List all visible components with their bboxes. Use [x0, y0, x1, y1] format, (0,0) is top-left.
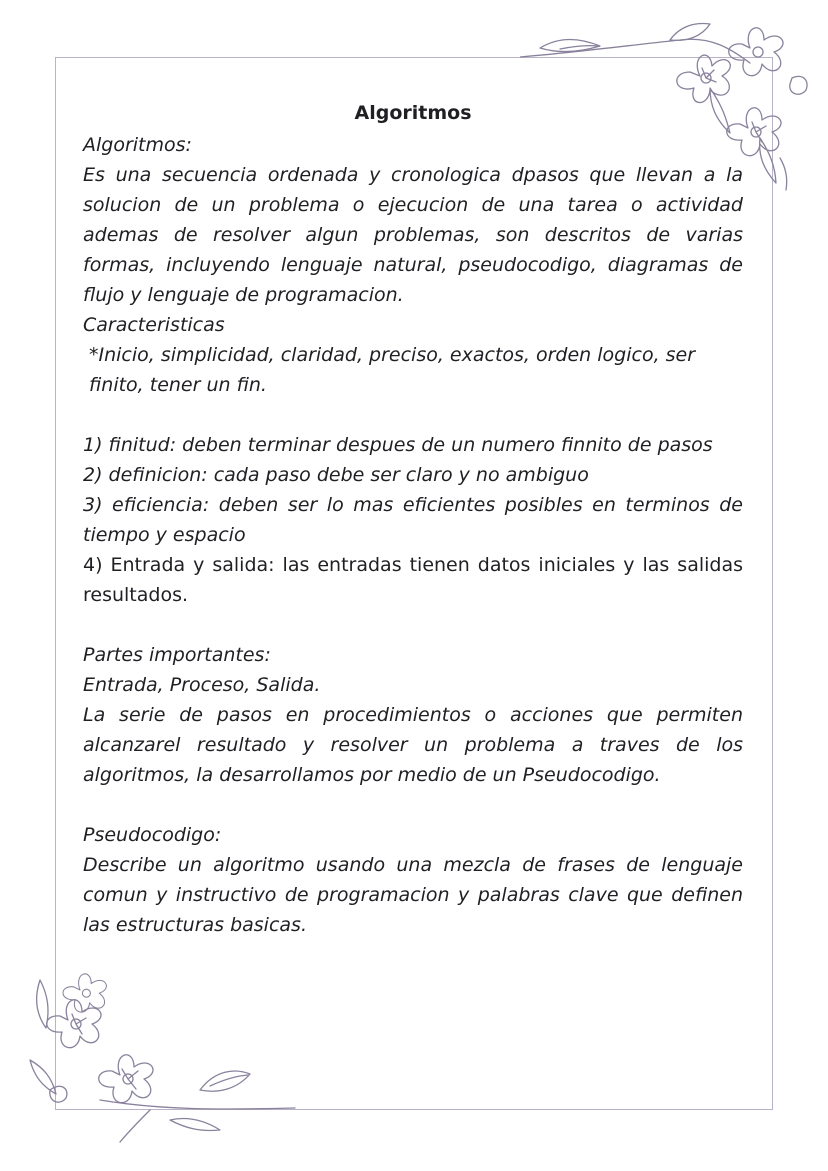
caracteristicas-line-2: finito, tener un fin.	[89, 374, 267, 396]
list-item-finitud: 1) finitud: deben terminar despues de un numero finnito de pasos	[83, 434, 713, 456]
spacer	[83, 400, 743, 430]
list-item-eficiencia: 3) eficiencia: deben ser lo mas eficientes posibles en terminos de tiempo y espacio	[83, 494, 743, 546]
partes-list: Entrada, Proceso, Salida.	[83, 674, 321, 696]
document-body	[83, 98, 743, 940]
definition-paragraph: Es una secuencia ordenada y cronologica dpasos que llevan a la solucion de un problema o ejecucion de una tarea o actividad ademas de resolver algun problemas, son descritos de varias formas, incluyendo lenguaje natural, pseudocodigo, diagramas de flujo y lenguaje de programacion.	[83, 164, 743, 306]
heading-algoritmos: Algoritmos:	[83, 134, 192, 156]
page-title: Algoritmos	[354, 102, 472, 124]
heading-pseudocodigo: Pseudocodigo:	[83, 824, 222, 846]
list-item-entrada-salida: 4) Entrada y salida: las entradas tienen datos iniciales y las salidas resultados.	[83, 554, 743, 606]
caracteristicas-line-1: *Inicio, simplicidad, claridad, preciso, exactos, orden logico, ser	[89, 344, 696, 366]
heading-caracteristicas: Caracteristicas	[83, 314, 225, 336]
pseudocodigo-paragraph: Describe un algoritmo usando una mezcla de frases de lenguaje comun y instructivo de programacion y palabras clave que definen las estructuras basicas.	[83, 854, 743, 936]
spacer	[83, 610, 743, 640]
spacer	[83, 790, 743, 820]
partes-paragraph: La serie de pasos en procedimientos o acciones que permiten alcanzarel resultado y resolver un problema a traves de los algoritmos, la desarrollamos por medio de un Pseudocodigo.	[83, 704, 743, 786]
heading-partes: Partes importantes:	[83, 644, 271, 666]
list-item-definicion: 2) definicion: cada paso debe ser claro y no ambiguo	[83, 464, 589, 486]
